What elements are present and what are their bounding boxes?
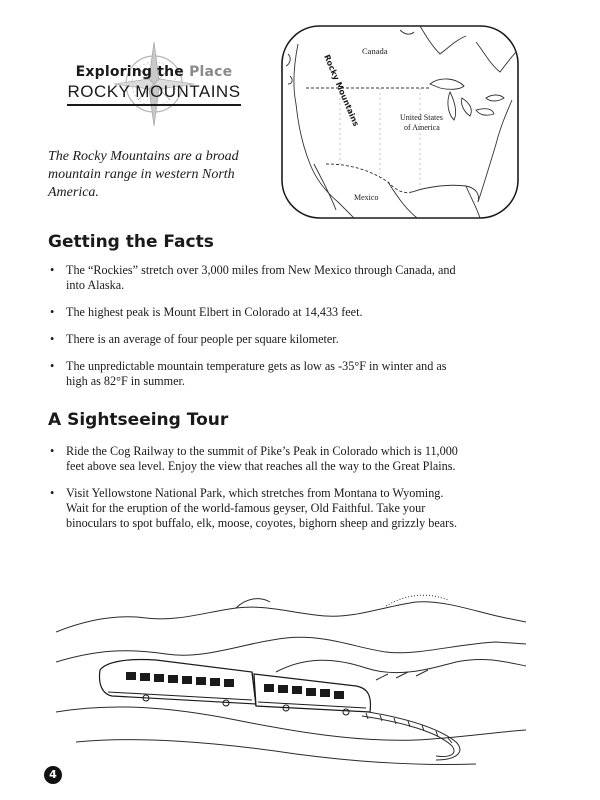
header-kicker-accent: Place (189, 64, 233, 80)
list-item: • The unpredictable mountain temperature gets as low as -35°F in winter and as high as 82°F in summer. (48, 359, 468, 389)
map-label-usa-line1: United States (400, 113, 443, 122)
tour-list (48, 444, 468, 543)
intro-text: The Rocky Mountains are a broad mountain range in western North America. (48, 149, 239, 200)
list-item: • Visit Yellowstone National Park, which stretches from Montana to Wyoming. Wait for the eruption of the world-famous geyser, Old Faithful. Take your binoculars to spot buffalo, elk, moose, coyotes, bighorn sheep and grizzly bears. (48, 486, 468, 531)
cog-railway-illustration (56, 592, 526, 772)
page-header (64, 64, 244, 106)
map-label-usa-line2: of America (404, 123, 440, 132)
list-item: • There is an average of four people per square kilometer. (48, 332, 468, 347)
facts-heading: Getting the Facts (48, 232, 214, 252)
page-number: 4 (44, 766, 62, 784)
facts-list (48, 263, 468, 401)
page-title: ROCKY MOUNTAINS (67, 82, 240, 106)
tour-heading: A Sightseeing Tour (48, 410, 229, 430)
header-kicker-main: Exploring the (75, 64, 184, 80)
list-item: • The highest peak is Mount Elbert in Colorado at 14,433 feet. (48, 305, 468, 320)
map-label-mexico: Mexico (354, 193, 379, 202)
list-item: • The “Rockies” stretch over 3,000 miles from New Mexico through Canada, and into Alaska. (48, 263, 468, 293)
map-label-canada: Canada (362, 46, 388, 56)
list-item: • Ride the Cog Railway to the summit of Pike’s Peak in Colorado which is 11,000 feet above sea level. Enjoy the view that reaches all the way to the Great Plains. (48, 444, 468, 474)
header-kicker (64, 64, 244, 80)
map-label-rocky-mountains: Rocky Mountains (322, 53, 361, 128)
north-america-map (280, 24, 520, 220)
